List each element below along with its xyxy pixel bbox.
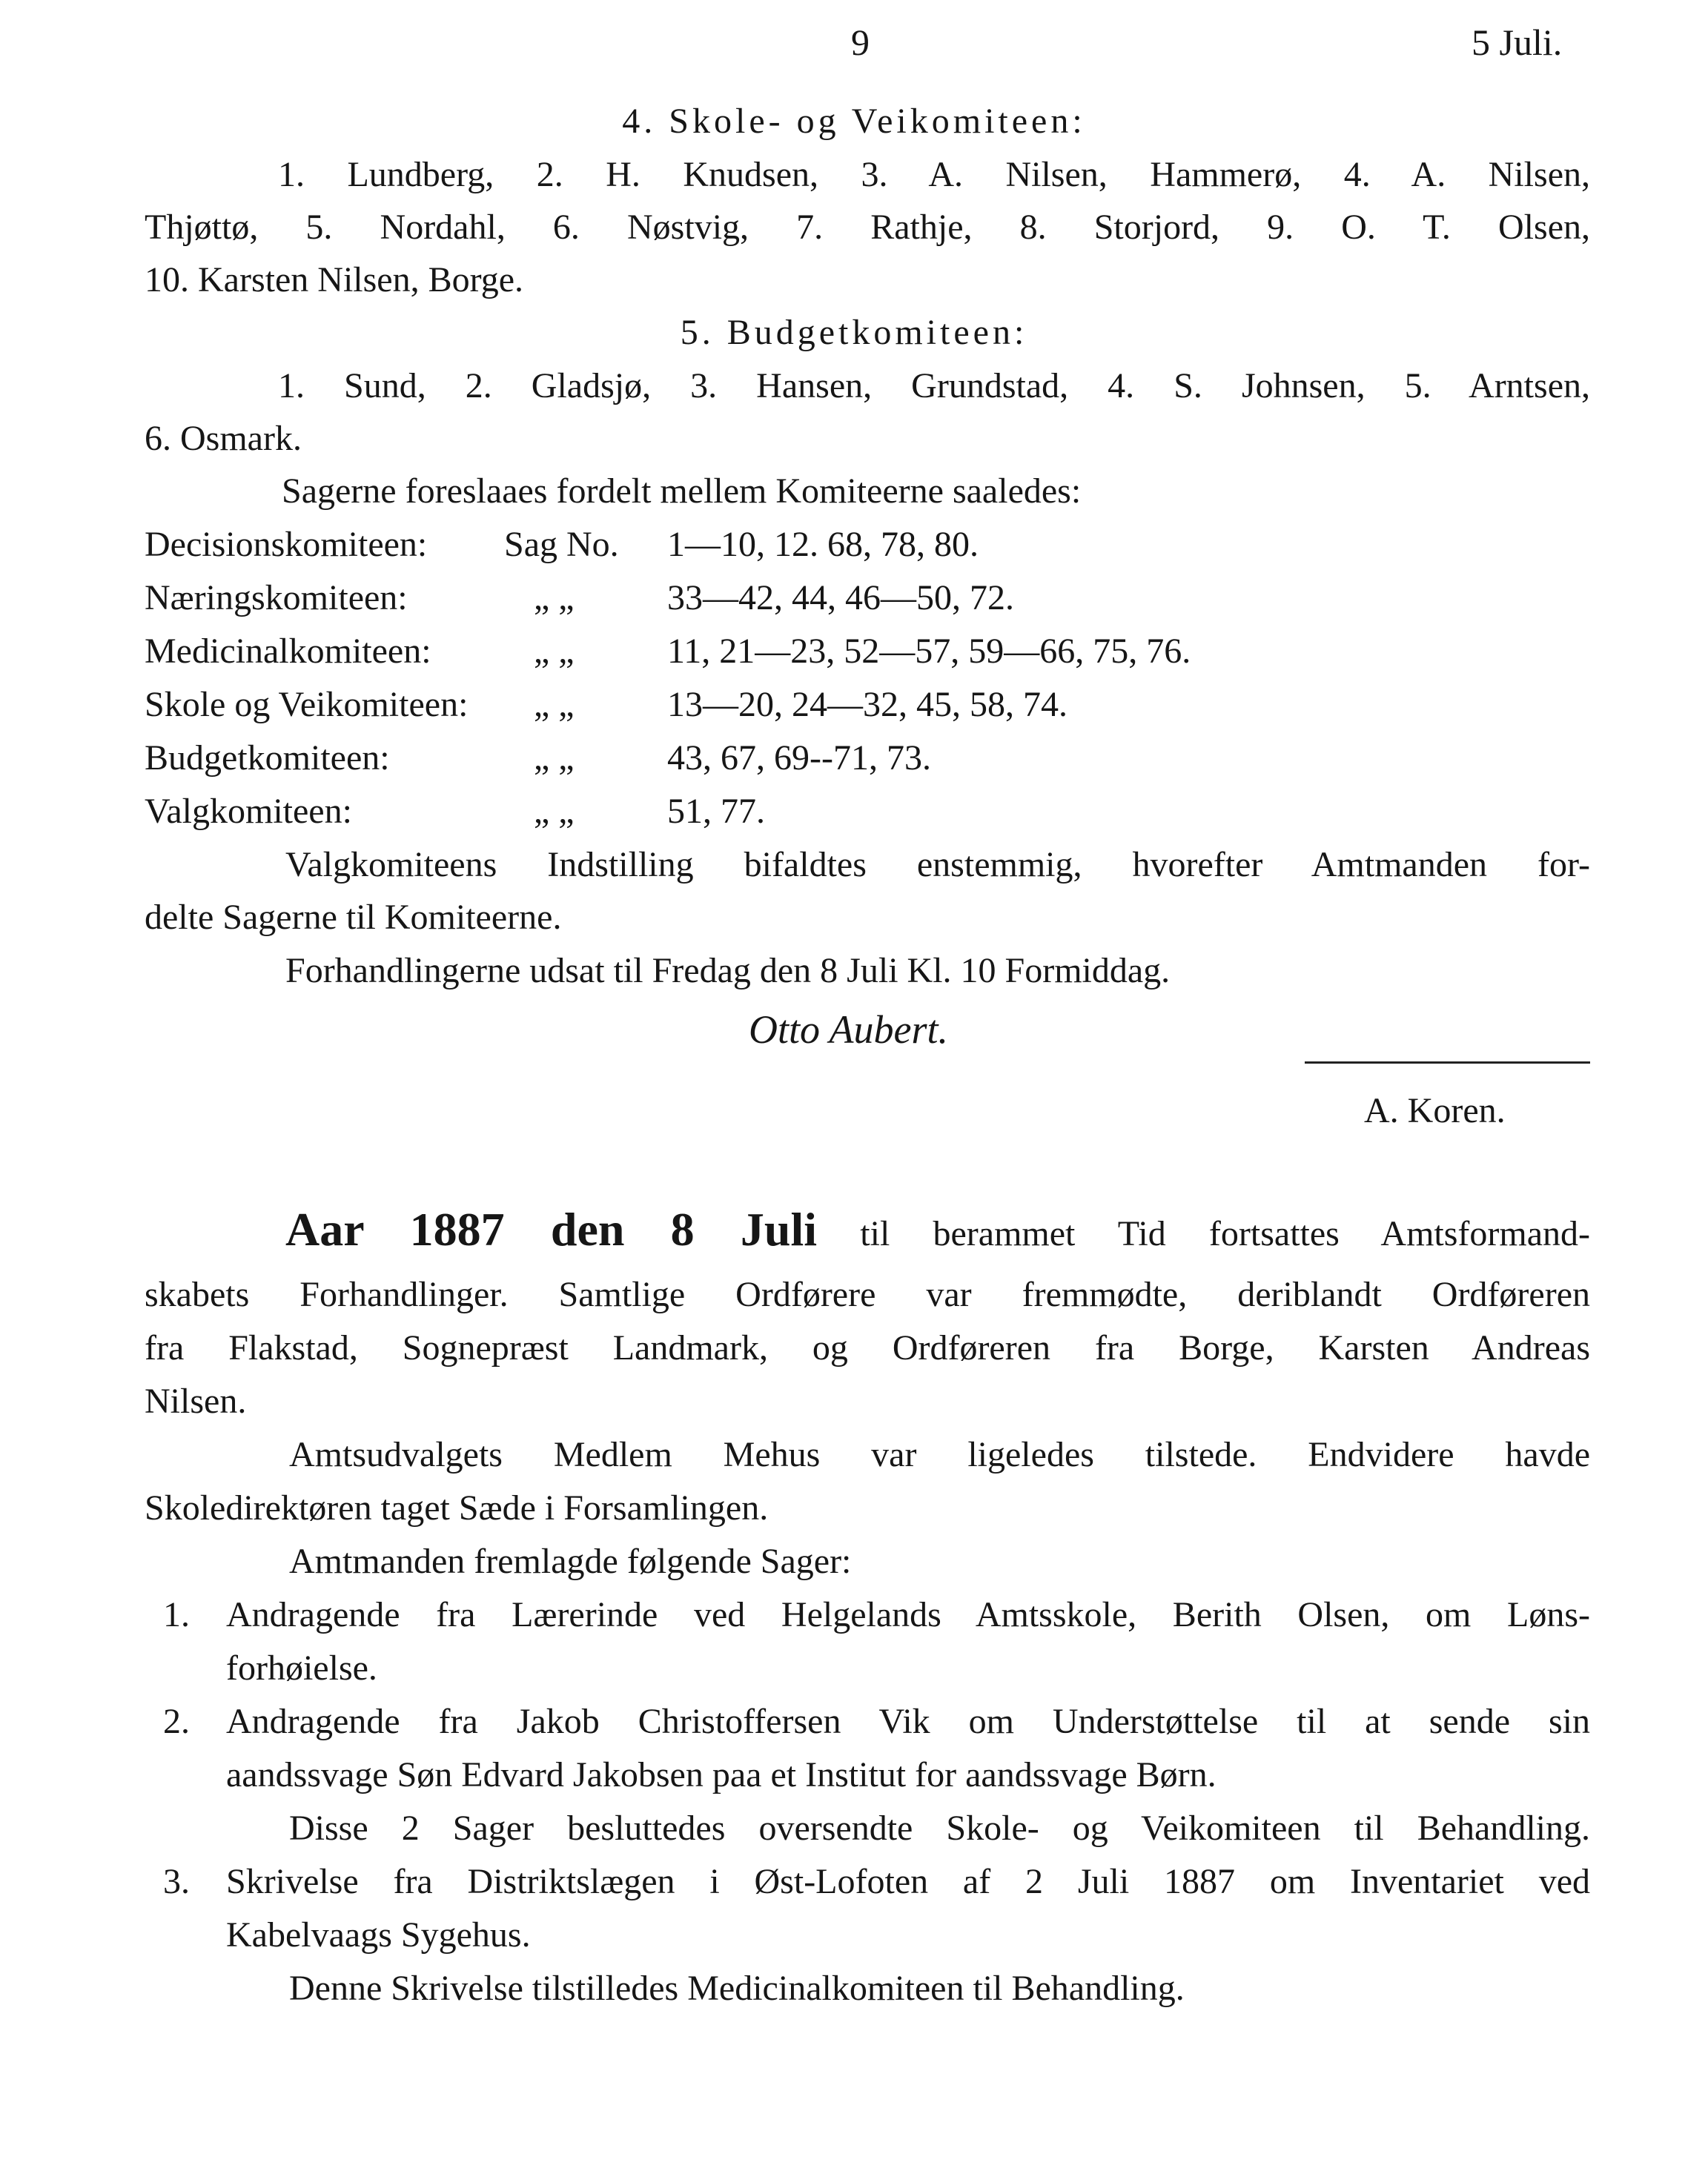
note-after-case-3: Denne Skrivelse tilstilledes Medicinalkomiteen til Behandling. bbox=[289, 1969, 1185, 2008]
signature-secretary: A. Koren. bbox=[1364, 1091, 1506, 1130]
signature-chair: Otto Aubert. bbox=[749, 1007, 948, 1052]
meeting-opening-line bbox=[285, 1203, 1591, 1256]
section4-line-3: 10. Karsten Nilsen, Borge. bbox=[145, 260, 524, 299]
section5-line-1: 1. Sund, 2. Gladsjø, 3. Hansen, Grundstad, 4. S. Johnsen, 5. Arntsen, bbox=[278, 366, 1590, 405]
decision-line-1: Valgkomiteens Indstilling bifaldtes enstemmig, hvorefter Amtmanden for- bbox=[285, 845, 1590, 884]
meeting-date-heading: Aar 1887 den 8 Juli bbox=[285, 1203, 818, 1256]
section4-line-2: Thjøttø, 5. Nordahl, 6. Nøstvig, 7. Rathje, 8. Storjord, 9. O. T. Olsen, bbox=[145, 208, 1590, 247]
page-number: 9 bbox=[851, 21, 870, 63]
ditto-mark: „ „ bbox=[534, 792, 575, 831]
meeting-para2-line-2: Skoledirektøren taget Sæde i Forsamlingen. bbox=[145, 1488, 769, 1528]
case-numbers: 51, 77. bbox=[667, 792, 765, 831]
section-heading-skole-veikomiteen: 4. Skole- og Veikomiteen: bbox=[622, 102, 1086, 141]
committee-name: Medicinalkomiteen: bbox=[145, 632, 431, 671]
case-2-line-1: Andragende fra Jakob Christoffersen Vik om Understøttelse til at sende sin bbox=[226, 1702, 1590, 1741]
ditto-mark: „ „ bbox=[534, 685, 575, 724]
ditto-mark: „ „ bbox=[534, 632, 575, 671]
case-3-line-1: Skrivelse fra Distriktslægen i Øst-Lofoten af 2 Juli 1887 om Inventariet ved bbox=[226, 1862, 1590, 1901]
case-1-line-2: forhøielse. bbox=[226, 1648, 377, 1688]
case-numbers: 11, 21—23, 52—57, 59—66, 75, 76. bbox=[667, 632, 1191, 671]
decision-line-2: delte Sagerne til Komiteerne. bbox=[145, 898, 562, 937]
ditto-mark: „ „ bbox=[534, 578, 575, 617]
case-number: 1. bbox=[163, 1595, 190, 1634]
distribution-intro: Sagerne foreslaaes fordelt mellem Komiteerne saaledes: bbox=[282, 471, 1082, 511]
section4-line-1: 1. Lundberg, 2. H. Knudsen, 3. A. Nilsen, Hammerø, 4. A. Nilsen, bbox=[278, 155, 1590, 194]
committee-name: Næringskomiteen: bbox=[145, 578, 408, 617]
committee-name: Decisionskomiteen: bbox=[145, 525, 428, 564]
case-3-line-2: Kabelvaags Sygehus. bbox=[226, 1915, 531, 1955]
case-numbers: 1—10, 12. 68, 78, 80. bbox=[667, 525, 979, 564]
meeting-line-3: fra Flakstad, Sognepræst Landmark, og Ordføreren fra Borge, Karsten Andreas bbox=[145, 1328, 1590, 1368]
note-after-case-2: Disse 2 Sager besluttedes oversendte Skole- og Veikomiteen til Behandling. bbox=[289, 1809, 1590, 1848]
meeting-line-4: Nilsen. bbox=[145, 1382, 247, 1421]
page-date: 5 Juli. bbox=[1472, 21, 1563, 63]
case-numbers: 33—42, 44, 46—50, 72. bbox=[667, 578, 1014, 617]
committee-name: Skole og Veikomiteen: bbox=[145, 685, 469, 724]
committee-name: Budgetkomiteen: bbox=[145, 738, 390, 778]
case-2-line-2: aandssvage Søn Edvard Jakobsen paa et Institut for aandssvage Børn. bbox=[226, 1755, 1217, 1794]
case-number: 3. bbox=[163, 1862, 190, 1901]
signature-rule bbox=[1305, 1061, 1590, 1064]
section-heading-budgetkomiteen: 5. Budgetkomiteen: bbox=[680, 313, 1028, 352]
section5-line-2: 6. Osmark. bbox=[145, 419, 302, 458]
case-numbers: 43, 67, 69--71, 73. bbox=[667, 738, 931, 778]
ditto-mark: Sag No. bbox=[504, 525, 619, 564]
adjournment-line: Forhandlingerne udsat til Fredag den 8 Juli Kl. 10 Formiddag. bbox=[285, 951, 1171, 990]
ditto-mark: „ „ bbox=[534, 738, 575, 778]
case-number: 2. bbox=[163, 1702, 190, 1741]
committee-name: Valgkomiteen: bbox=[145, 792, 352, 831]
meeting-para3: Amtmanden fremlagde følgende Sager: bbox=[289, 1542, 852, 1581]
meeting-line-2: skabets Forhandlinger. Samtlige Ordførere var fremmødte, deriblandt Ordføreren bbox=[145, 1275, 1590, 1314]
case-1-line-1: Andragende fra Lærerinde ved Helgelands Amtsskole, Berith Olsen, om Løns- bbox=[226, 1595, 1590, 1634]
meeting-para2-line-1: Amtsudvalgets Medlem Mehus var ligeledes tilstede. Endvidere havde bbox=[289, 1435, 1590, 1474]
meeting-opening-rest: til berammet Tid fortsattes Amtsformand- bbox=[860, 1214, 1591, 1253]
case-numbers: 13—20, 24—32, 45, 58, 74. bbox=[667, 685, 1068, 724]
